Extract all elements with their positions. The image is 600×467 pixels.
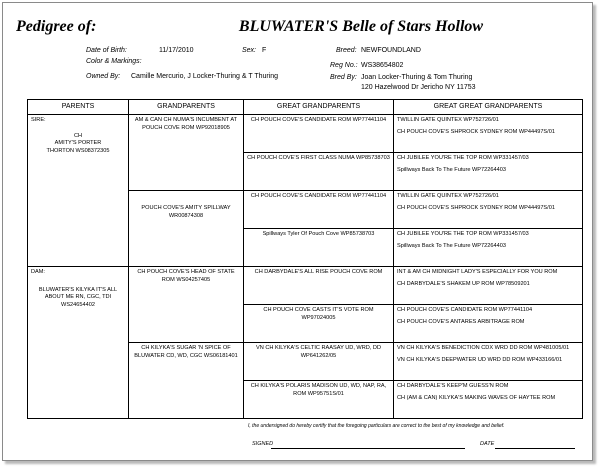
pedigree-table: [27, 99, 583, 419]
owned-by-label: Owned By:: [86, 73, 121, 80]
gg-name: TWILLIN GATE QUINTEX WP752726/01: [397, 193, 499, 199]
gg-name: TWILLIN GATE QUINTEX WP752726/01: [397, 117, 499, 123]
gg-name: Spillways Back To The Future WP72264403: [397, 166, 506, 173]
gg-name: CH (AM & CAN) KILYKA'S MAKING WAVES OF HAYTEE ROM: [397, 394, 556, 401]
gg-cell: [394, 229, 583, 267]
sire-name: CH AMITY'S PORTER THORTON WS08372305: [46, 132, 110, 154]
great-grandparent: Spillways Tyler Of Pouch Cove WP85738703: [244, 229, 394, 267]
col-header-great-grandparents: GREAT GRANDPARENTS: [244, 100, 394, 115]
gg-cell: [394, 343, 583, 381]
great-grandparent: CH POUCH COVE'S FIRST CLASS NUMA WP85738703: [244, 153, 394, 191]
col-header-great-great-grandparents: GREAT GREAT GRANDPARENTS: [394, 100, 583, 115]
certification-statement: I, the undersigned do hereby certify that the foregoing particulars are correct to the best of my knowledge and belief.: [248, 423, 505, 429]
gg-name: CH JUBILEE YOU'RE THE TOP ROM WP331457/03: [397, 231, 529, 237]
gg-name: CH POUCH COVE'S ANTARES ARBITRAGE ROM: [397, 318, 525, 325]
bred-by-line1: Joan Locker-Thuring & Tom Thuring: [361, 74, 473, 81]
sire-cell: [28, 115, 129, 267]
gg-name: CH POUCH COVE'S SHPROCK SYDNEY ROM WP44497S/01: [397, 204, 555, 211]
gg-name: CH JUBILEE YOU'RE THE TOP ROM WP331457/03: [397, 155, 529, 161]
sex-value: F: [262, 47, 267, 54]
great-grandparent: VN CH KILYKA'S CELTIC RAASAY UD, WRD, DD WP641262/05: [244, 343, 394, 381]
gg-name: VN CH KILYKA'S DEEPWATER UD WRD DD ROM WP433166/01: [397, 356, 563, 363]
color-markings-label: Color & Markings:: [86, 58, 142, 65]
pedigree-title-prefix: Pedigree of:: [16, 18, 97, 35]
gg-name: VN CH KILYKA'S BENEDICTION CDX WRD DD ROM WP481005/01: [397, 345, 570, 351]
gg-name: Spillways Back To The Future WP72264403: [397, 242, 506, 249]
great-grandparent: CH POUCH COVE CASTS IT'S VOTE ROM WP97024005: [244, 305, 394, 343]
date-label: DATE: [480, 441, 495, 447]
pedigree-sheet: [2, 2, 593, 461]
dam-label: DAM:: [31, 269, 45, 275]
great-grandparent: CH POUCH COVE'S CANDIDATE ROM WP77441104: [244, 115, 394, 153]
gg-name: CH POUCH COVE'S CANDIDATE ROM WP77441104: [397, 307, 533, 313]
breed-label: Breed:: [336, 47, 357, 54]
bred-by-label: Bred By:: [330, 74, 357, 81]
gg-cell: [394, 115, 583, 153]
signature-line[interactable]: [271, 448, 465, 449]
owned-by-value: Camille Mercurio, J Locker-Thuring & T Thuring: [131, 73, 279, 80]
breed-value: NEWFOUNDLAND: [361, 47, 421, 54]
great-grandparent: CH DARBYDALE'S ALL RISE POUCH COVE ROM: [244, 267, 394, 305]
bred-by-line2: 120 Hazelwood Dr Jericho NY 11753: [361, 84, 476, 91]
gg-cell: [394, 191, 583, 229]
dam-name: BLUWATER'S KILYKA IT'S ALL ABOUT ME RN, CGC, TDI WS24654402: [38, 286, 118, 308]
dam-grandparent-1: CH POUCH COVE'S HEAD OF STATE ROM WS04257405: [129, 267, 244, 343]
sire-grandparent-2: POUCH COVE'S AMITY SPILLWAY WR00874308: [129, 191, 244, 267]
sex-label: Sex:: [242, 47, 257, 54]
dog-name-title: BLUWATER'S Belle of Stars Hollow: [238, 18, 484, 35]
gg-name: CH DARBYDALE'S KEEP'M GUESS'N ROM: [397, 383, 509, 389]
gg-cell: [394, 381, 583, 419]
col-header-parents: PARENTS: [28, 100, 129, 115]
gg-cell: [394, 267, 583, 305]
signed-label: SIGNED: [252, 441, 274, 447]
reg-no-value: WS38654802: [361, 62, 404, 69]
sire-label: SIRE:: [31, 117, 46, 123]
gg-name: CH DARBYDALE'S SHAKEM UP ROM WP78509201: [397, 280, 530, 287]
great-grandparent: CH POUCH COVE'S CANDIDATE ROM WP77441104: [244, 191, 394, 229]
sire-grandparent-1: AM & CAN CH NUMA'S INCUMBENT AT POUCH COVE ROM WP92018905: [129, 115, 244, 191]
dob-value: 11/17/2010: [159, 47, 194, 54]
reg-no-label: Reg No.:: [330, 62, 358, 69]
dob-label: Date of Birth:: [86, 47, 127, 54]
dam-grandparent-2: CH KILYKA'S SUGAR 'N SPICE OF BLUWATER CD, WD, CGC WS06181401: [129, 343, 244, 419]
great-grandparent: CH KILYKA'S POLARIS MADISON UD, WD, NAP, RA, ROM WP95751S/01: [244, 381, 394, 419]
gg-cell: [394, 305, 583, 343]
gg-name: INT & AM CH MIDNIGHT LADY'S ESPECIALLY FOR YOU ROM: [397, 269, 558, 275]
gg-cell: [394, 153, 583, 191]
gg-name: CH POUCH COVE'S SHPROCK SYDNEY ROM WP44497S/01: [397, 128, 555, 135]
dam-cell: [28, 267, 129, 419]
date-line[interactable]: [495, 448, 575, 449]
col-header-grandparents: GRANDPARENTS: [129, 100, 244, 115]
